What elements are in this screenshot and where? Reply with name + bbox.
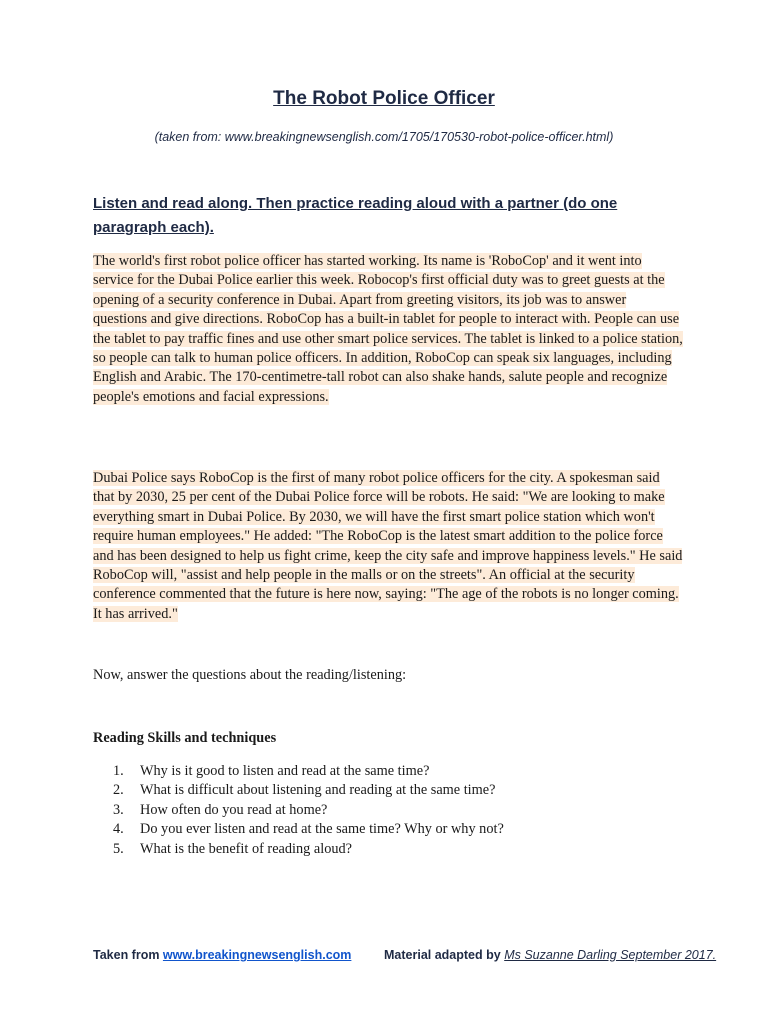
list-item — [113, 840, 504, 859]
list-item — [113, 781, 504, 800]
question-text: Why is it good to listen and read at the same time? — [140, 763, 430, 779]
footer-source-label: Taken from — [93, 948, 163, 962]
list-item — [113, 762, 504, 781]
question-number: 1. — [113, 763, 124, 779]
question-text: Do you ever listen and read at the same time? Why or why not? — [140, 821, 504, 838]
question-text: How often do you read at home? — [140, 801, 328, 818]
section-heading: Reading Skills and techniques — [93, 730, 277, 746]
footer-credit-label: Material adapted by — [384, 948, 505, 962]
question-number: 4. — [113, 821, 124, 838]
footer-source — [93, 948, 351, 962]
footer-source-link[interactable]: www.breakingnewsenglish.com — [162, 948, 352, 962]
list-item — [113, 820, 504, 839]
footer-author: Ms Suzanne Darling September 2017. — [504, 948, 717, 962]
list-item — [113, 801, 504, 820]
footer-credit — [384, 948, 716, 962]
question-number: 5. — [113, 840, 124, 857]
question-text: What is difficult about listening and reading at the same time? — [140, 782, 496, 799]
question-number: 3. — [113, 801, 124, 818]
question-number: 2. — [113, 782, 124, 799]
article-paragraph-1 — [93, 252, 683, 407]
document-title: The Robot Police Officer — [273, 88, 495, 109]
paragraph-2-text: Dubai Police says RoboCop is the first of many robot police officers for the city. A spokesman said that by 2030, 25 per cent of the Dubai Police force will be robots. He said: "We are looking to make everything smart in Dubai Police. By 2030, we will have the first smart police station which won't require human employees." He added: "The RoboCop is the latest smart addition to the police force and has been designed to help us fight crime, keep the city safe and improve happiness levels." He said RoboCop will, "assist and help people in the malls or on the streets". An official at the security conference commented that the future is here now, saying: "The age of the robots is no longer coming. It has arrived." — [93, 470, 683, 622]
paragraph-1-text: The world's first robot police officer has started working. Its name is 'RoboCop' and it went into service for the Dubai Police earlier this week. Robocop's first official duty was to greet guests at the opening of a security conference in Dubai. Apart from greeting visitors, its job was to answer questions and give directions. RoboCop has a built-in tablet for people to interact with. People can use the tablet to pay traffic fines and use other smart police services. The tablet is linked to a police station, so people can talk to human police officers. In addition, RoboCop can speak six languages, including English and Arabic. The 170-centimetre-tall robot can also shake hands, salute people and recognize people's emotions and facial expressions. — [93, 253, 683, 405]
reading-instruction: Listen and read along. Then practice reading aloud with a partner (do one paragraph each). — [93, 195, 618, 236]
question-list — [113, 762, 504, 859]
question-text: What is the benefit of reading aloud? — [140, 840, 352, 857]
questions-prompt: Now, answer the questions about the reading/listening: — [93, 667, 407, 683]
article-paragraph-2 — [93, 469, 683, 624]
source-line: (taken from: www.breakingnewsenglish.com/1705/170530-robot-police-officer.html) — [154, 130, 614, 144]
